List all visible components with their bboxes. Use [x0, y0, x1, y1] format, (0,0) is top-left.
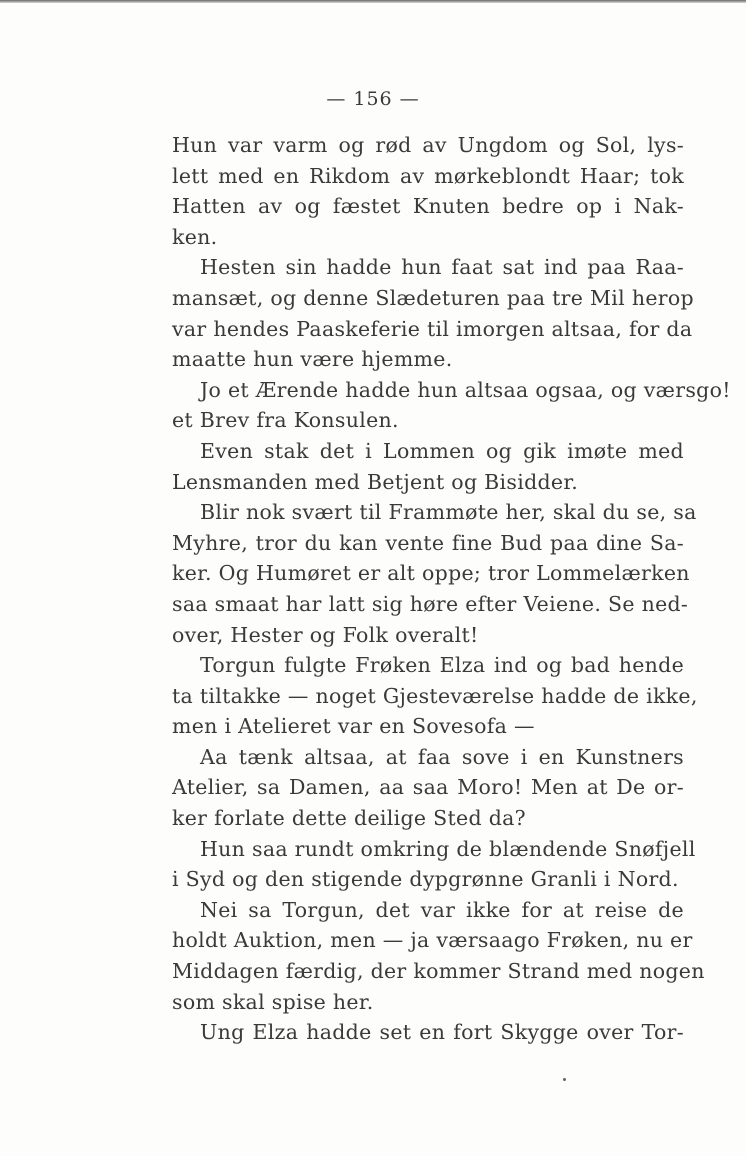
text-line: Even stak det i Lommen og gik imøte med: [200, 438, 684, 463]
text-line: Lensmanden med Betjent og Bisidder.: [172, 469, 579, 494]
text-line: ker. Og Humøret er alt oppe; tror Lommelærken: [172, 561, 690, 586]
text-line: Hesten sin hadde hun faat sat ind paa Raa-: [200, 255, 684, 280]
text-line: ken.: [172, 224, 218, 249]
text-line: i Syd og den stigende dypgrønne Granli i Nord.: [172, 867, 679, 892]
page-number: — 156 —: [326, 88, 420, 110]
text-line: maatte hun være hjemme.: [172, 347, 453, 372]
text-line: et Brev fra Konsulen.: [172, 408, 399, 433]
text-line: saa smaat har latt sig høre efter Veiene. Se ned-: [172, 591, 689, 616]
text-line: Blir nok svært til Frammøte her, skal du se, sa: [200, 500, 697, 525]
text-line: over, Hester og Folk overalt!: [172, 622, 479, 647]
body-text: [172, 130, 731, 1048]
text-line: Jo et Ærende hadde hun altsaa ogsaa, og værsgo!: [200, 377, 731, 402]
scan-top-edge: [0, 0, 746, 3]
text-line: Torgun fulgte Frøken Elza ind og bad hende: [200, 653, 684, 678]
text-line: som skal spise her.: [172, 989, 374, 1014]
text-line: lett med en Rikdom av mørkeblondt Haar; tok: [172, 163, 684, 188]
text-line: men i Atelieret var en Sovesofa —: [172, 714, 535, 739]
text-line: Atelier, sa Damen, aa saa Moro! Men at De or-: [172, 775, 684, 800]
text-line: mansæt, og denne Slædeturen paa tre Mil herop: [172, 285, 694, 310]
text-line: Middagen færdig, der kommer Strand med nogen: [172, 959, 705, 984]
text-line: Hatten av og fæstet Knuten bedre op i Nak-: [172, 194, 684, 219]
text-line: Aa tænk altsaa, at faa sove i en Kunstners: [200, 744, 684, 769]
text-line: Ung Elza hadde set en fort Skygge over Tor-: [200, 1020, 684, 1045]
text-line: ta tiltakke — noget Gjesteværelse hadde de ikke,: [172, 683, 698, 708]
text-line: Hun var varm og rød av Ungdom og Sol, lys-: [172, 133, 684, 157]
text-line: Hun saa rundt omkring de blændende Snøfjell: [200, 836, 696, 861]
text-line: holdt Auktion, men — ja værsaago Frøken, nu er: [172, 928, 693, 953]
paper-speck: [563, 1078, 566, 1081]
text-line: Nei sa Torgun, det var ikke for at reise de: [200, 897, 684, 922]
text-line: var hendes Paaskeferie til imorgen altsaa, for da: [172, 316, 693, 341]
text-line: Myhre, tror du kan vente fine Bud paa dine Sa-: [172, 530, 684, 555]
text-line: ker forlate dette deilige Sted da?: [172, 806, 526, 831]
